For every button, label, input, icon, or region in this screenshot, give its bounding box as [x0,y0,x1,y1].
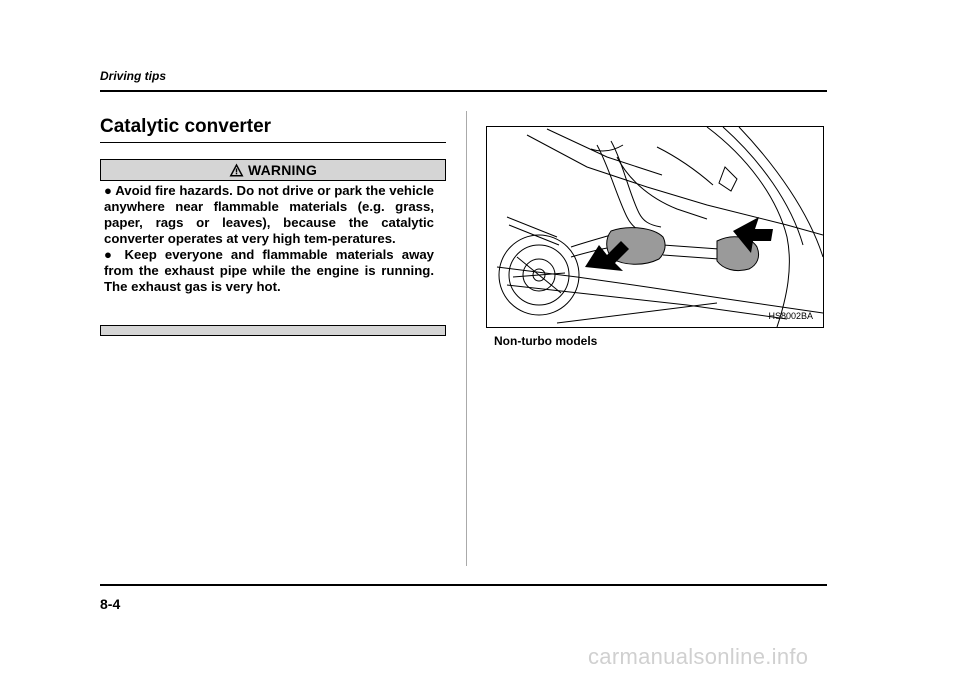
warning-banner [100,159,446,181]
column-divider [466,111,467,566]
warning-triangle-icon [229,163,244,177]
page-title: Catalytic converter [100,116,272,137]
bullet-icon: ● [104,247,117,262]
footer-rule [100,584,827,586]
bullet-icon: ● [104,183,113,198]
figure-caption: Non-turbo models [494,334,598,348]
warning-item [104,183,434,247]
warning-item-text: Keep everyone and flammable materials away from the exhaust pipe while the engine is running. The exhaust gas is very hot. [104,247,435,294]
title-underline [100,142,446,143]
header-rule [100,90,827,92]
figure-code: HS8002BA [768,311,813,321]
catalytic-converter-diagram-icon [487,127,823,327]
warning-item-text: Avoid fire hazards. Do not drive or park the vehicle anywhere near flammable materials (e.g. grass, paper, rags or leaves), because the catalytic converter operates at very high tem-peratures. [104,183,434,246]
figure-frame [486,126,824,328]
warning-end-bar [100,325,446,336]
watermark: carmanualsonline.info [588,644,809,669]
section-header: Driving tips [100,69,167,83]
warning-item [104,247,434,295]
page-number: 8-4 [100,596,121,612]
warning-label: WARNING [247,162,318,178]
warning-body [104,183,434,295]
